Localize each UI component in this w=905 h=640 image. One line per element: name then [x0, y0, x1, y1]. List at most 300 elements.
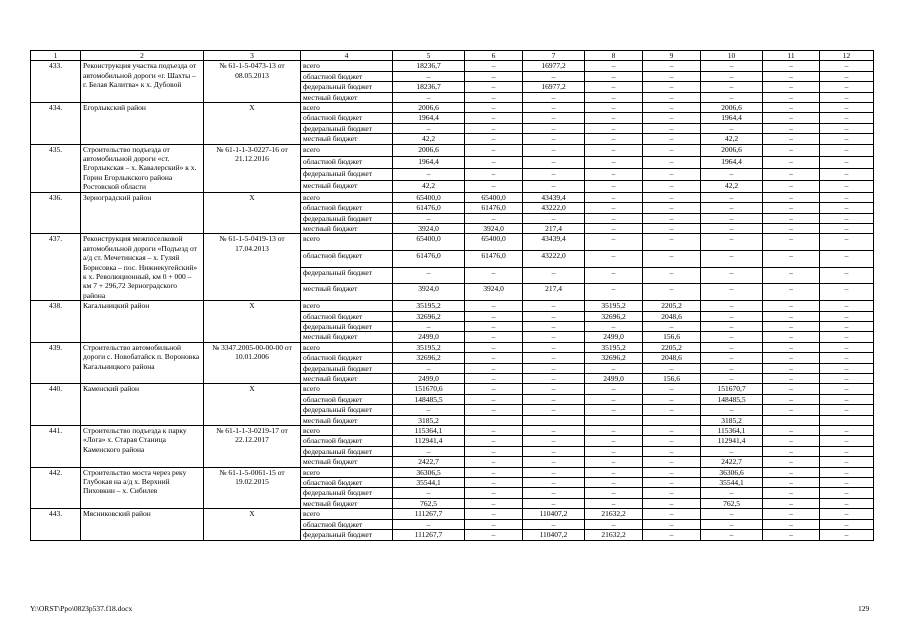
budget-value: 65400,0	[393, 192, 465, 202]
budget-value: –	[585, 92, 643, 102]
row-number: 436.	[31, 192, 81, 234]
budget-value: –	[701, 530, 763, 540]
budget-value: –	[465, 103, 523, 113]
budget-value: –	[820, 103, 874, 113]
budget-value: –	[393, 168, 465, 180]
budget-value: 112941,4	[701, 436, 763, 446]
budget-value: –	[701, 321, 763, 331]
budget-value: –	[701, 123, 763, 133]
budget-value	[820, 415, 874, 425]
budget-value: 43439,4	[523, 234, 585, 251]
budget-value: –	[701, 509, 763, 519]
budget-value: –	[585, 321, 643, 331]
budget-source: федеральный бюджет	[301, 267, 393, 284]
budget-value: –	[820, 134, 874, 144]
budget-value: –	[523, 92, 585, 102]
budget-value: –	[643, 144, 701, 156]
budget-source: областной бюджет	[301, 394, 393, 404]
budget-value: 1964,4	[701, 113, 763, 123]
budget-value: –	[701, 374, 763, 384]
budget-value: –	[643, 123, 701, 133]
budget-value: –	[585, 426, 643, 436]
budget-value: –	[643, 405, 701, 415]
budget-value: –	[763, 426, 820, 436]
object-name: Зерноградский район	[81, 192, 204, 234]
budget-value: –	[643, 203, 701, 213]
budget-source: федеральный бюджет	[301, 213, 393, 223]
budget-value: 35195,2	[393, 301, 465, 311]
object-name: Строительство подъезда к парку «Лога» х. Старая Станица Каменского района	[81, 426, 204, 468]
budget-value: –	[393, 71, 465, 81]
budget-value: 217,4	[523, 284, 585, 301]
budget-value: –	[523, 301, 585, 311]
budget-value: –	[763, 92, 820, 102]
budget-value: –	[820, 384, 874, 394]
budget-value: –	[701, 332, 763, 342]
budget-value: –	[643, 180, 701, 192]
budget-value: –	[820, 251, 874, 268]
budget-value: –	[585, 71, 643, 81]
budget-value: –	[763, 498, 820, 508]
budget-value: –	[465, 436, 523, 446]
row-number: 434.	[31, 103, 81, 145]
budget-value: –	[643, 234, 701, 251]
column-header: 9	[643, 51, 701, 61]
table-row	[31, 192, 874, 202]
budget-value: –	[585, 251, 643, 268]
budget-value: –	[763, 134, 820, 144]
budget-value: –	[820, 61, 874, 71]
budget-value: –	[523, 71, 585, 81]
budget-value: –	[701, 251, 763, 268]
budget-value: –	[465, 213, 523, 223]
document-number: Х	[204, 192, 301, 234]
budget-value: –	[465, 332, 523, 342]
budget-source: федеральный бюджет	[301, 123, 393, 133]
budget-value: –	[701, 353, 763, 363]
budget-value: 2006,6	[393, 144, 465, 156]
table-row	[31, 144, 874, 156]
budget-value: –	[763, 436, 820, 446]
budget-value: –	[523, 353, 585, 363]
budget-value: 61476,0	[393, 203, 465, 213]
budget-value: –	[585, 363, 643, 373]
budget-source: всего	[301, 467, 393, 477]
budget-value: –	[465, 467, 523, 477]
budget-source: областной бюджет	[301, 251, 393, 268]
budget-value: –	[393, 213, 465, 223]
budget-value: –	[643, 113, 701, 123]
budget-source: местный бюджет	[301, 415, 393, 425]
budget-value: –	[763, 267, 820, 284]
budget-value: –	[643, 519, 701, 529]
budget-value: –	[763, 353, 820, 363]
row-number: 442.	[31, 467, 81, 509]
budget-value: –	[523, 488, 585, 498]
budget-value: –	[523, 457, 585, 467]
budget-value: –	[820, 436, 874, 446]
budget-source: федеральный бюджет	[301, 530, 393, 540]
budget-value: 2422,7	[701, 457, 763, 467]
budget-value: –	[585, 519, 643, 529]
budget-value: –	[523, 405, 585, 415]
budget-value: –	[465, 311, 523, 321]
budget-value: –	[820, 180, 874, 192]
budget-value: 2499,0	[393, 374, 465, 384]
budget-value: –	[465, 446, 523, 456]
budget-value: –	[465, 144, 523, 156]
table-row	[31, 384, 874, 394]
budget-value: –	[820, 519, 874, 529]
budget-value: –	[820, 156, 874, 168]
budget-value: –	[763, 203, 820, 213]
budget-value: –	[465, 180, 523, 192]
budget-value: –	[763, 478, 820, 488]
document-number: Х	[204, 301, 301, 343]
budget-value: –	[585, 478, 643, 488]
budget-value: –	[820, 123, 874, 133]
budget-source: всего	[301, 426, 393, 436]
budget-value: –	[523, 519, 585, 529]
budget-value: –	[523, 311, 585, 321]
table-row	[31, 509, 874, 519]
budget-value: –	[465, 92, 523, 102]
budget-value: –	[393, 123, 465, 133]
budget-value: –	[585, 203, 643, 213]
budget-value: –	[585, 467, 643, 477]
budget-value: –	[820, 301, 874, 311]
page-number: 129	[858, 604, 870, 613]
budget-value: –	[585, 113, 643, 123]
budget-value	[643, 415, 701, 425]
budget-value: –	[763, 457, 820, 467]
budget-value: 3924,0	[465, 284, 523, 301]
budget-value: 1964,4	[393, 156, 465, 168]
budget-value: –	[820, 92, 874, 102]
budget-value: –	[585, 405, 643, 415]
document-number: № 61-1-5-0061-15 от 19.02.2015	[204, 467, 301, 509]
budget-value: –	[465, 519, 523, 529]
column-header: 4	[301, 51, 393, 61]
budget-value: –	[763, 509, 820, 519]
budget-value: –	[585, 103, 643, 113]
budget-value: –	[763, 213, 820, 223]
budget-value: 148485,5	[393, 394, 465, 404]
budget-value: –	[465, 82, 523, 92]
budget-value: –	[643, 488, 701, 498]
budget-value: –	[585, 384, 643, 394]
row-number: 441.	[31, 426, 81, 468]
budget-value: –	[465, 267, 523, 284]
budget-value: 21632,2	[585, 509, 643, 519]
table-row	[31, 61, 874, 71]
budget-value: –	[643, 251, 701, 268]
budget-value: 42,2	[393, 180, 465, 192]
budget-source: областной бюджет	[301, 478, 393, 488]
budget-value: –	[820, 82, 874, 92]
budget-value: –	[643, 394, 701, 404]
budget-value: –	[701, 267, 763, 284]
budget-value: –	[465, 134, 523, 144]
budget-value: 156,6	[643, 332, 701, 342]
document-number: № 3347.2005-00-00-00 от 10.01.2006	[204, 342, 301, 384]
budget-value: –	[523, 267, 585, 284]
budget-value: –	[465, 374, 523, 384]
budget-source: федеральный бюджет	[301, 488, 393, 498]
budget-source: областной бюджет	[301, 436, 393, 446]
budget-value: 2422,7	[393, 457, 465, 467]
budget-value: –	[585, 123, 643, 133]
budget-value: 42,2	[701, 180, 763, 192]
budget-value: –	[763, 363, 820, 373]
budget-value: 35195,2	[585, 342, 643, 352]
budget-value	[523, 415, 585, 425]
row-number: 433.	[31, 61, 81, 103]
budget-value: –	[585, 82, 643, 92]
budget-value: 61476,0	[465, 203, 523, 213]
object-name: Егорлыкский район	[81, 103, 204, 145]
budget-value: –	[465, 342, 523, 352]
budget-value: 16977,2	[523, 61, 585, 71]
table-body	[31, 51, 874, 541]
budget-value: –	[585, 223, 643, 233]
budget-value: –	[643, 223, 701, 233]
budget-value: –	[763, 519, 820, 529]
budget-value: –	[523, 321, 585, 331]
budget-value: –	[820, 203, 874, 213]
budget-value: –	[820, 478, 874, 488]
budget-value: –	[523, 144, 585, 156]
budget-value: –	[701, 92, 763, 102]
budget-value: –	[820, 332, 874, 342]
budget-value: 2048,6	[643, 353, 701, 363]
budget-value: –	[701, 488, 763, 498]
budget-value: –	[763, 71, 820, 81]
document-number: Х	[204, 384, 301, 426]
budget-value: –	[763, 144, 820, 156]
budget-value: –	[465, 123, 523, 133]
budget-source: федеральный бюджет	[301, 363, 393, 373]
column-header: 2	[81, 51, 204, 61]
budget-value: –	[523, 446, 585, 456]
budget-value: –	[585, 498, 643, 508]
row-number: 439.	[31, 342, 81, 384]
budget-value: –	[523, 342, 585, 352]
budget-value: –	[701, 203, 763, 213]
budget-value: –	[585, 284, 643, 301]
budget-value: –	[523, 384, 585, 394]
budget-value: 21632,2	[585, 530, 643, 540]
budget-value: 32696,2	[393, 353, 465, 363]
budget-value: –	[763, 301, 820, 311]
budget-value: –	[643, 321, 701, 331]
budget-value: –	[763, 374, 820, 384]
budget-value: 156,6	[643, 374, 701, 384]
budget-value: –	[585, 488, 643, 498]
budget-value: 18236,7	[393, 61, 465, 71]
budget-value: –	[465, 156, 523, 168]
budget-value: –	[393, 405, 465, 415]
budget-value: –	[643, 267, 701, 284]
budget-value: –	[465, 363, 523, 373]
budget-value: –	[465, 61, 523, 71]
budget-value: –	[523, 213, 585, 223]
budget-value: 3924,0	[393, 284, 465, 301]
budget-source: федеральный бюджет	[301, 321, 393, 331]
budget-value: –	[465, 426, 523, 436]
budget-value: –	[643, 192, 701, 202]
budget-value: 61476,0	[465, 251, 523, 268]
row-number: 438.	[31, 301, 81, 343]
budget-value: 151670,6	[393, 384, 465, 394]
budget-value: –	[465, 394, 523, 404]
budget-value: –	[701, 192, 763, 202]
budget-value: –	[643, 92, 701, 102]
budget-value: –	[701, 405, 763, 415]
budget-value: –	[820, 213, 874, 223]
budget-table	[30, 50, 874, 541]
budget-source: всего	[301, 301, 393, 311]
budget-value: –	[643, 71, 701, 81]
budget-value: –	[820, 374, 874, 384]
budget-value: 3924,0	[393, 223, 465, 233]
budget-value: –	[393, 446, 465, 456]
budget-source: всего	[301, 342, 393, 352]
budget-value: –	[820, 321, 874, 331]
object-name: Строительство моста через реку Глубокая на а/д х. Верхний Пиховкин – х. Сибилев	[81, 467, 204, 509]
budget-value: 111267,7	[393, 530, 465, 540]
budget-value: –	[701, 82, 763, 92]
budget-source: всего	[301, 192, 393, 202]
budget-value: 16977,2	[523, 82, 585, 92]
budget-value: –	[585, 213, 643, 223]
budget-value: –	[701, 223, 763, 233]
budget-value: –	[523, 134, 585, 144]
budget-value: –	[820, 509, 874, 519]
budget-source: федеральный бюджет	[301, 405, 393, 415]
document-number: № 61-1-5-0419-13 от 17.04.2013	[204, 234, 301, 301]
budget-value: –	[393, 488, 465, 498]
budget-value: –	[701, 311, 763, 321]
row-number: 435.	[31, 144, 81, 192]
budget-source: всего	[301, 384, 393, 394]
budget-value: –	[820, 446, 874, 456]
table-row	[31, 426, 874, 436]
budget-value: –	[643, 168, 701, 180]
budget-value: 2499,0	[585, 332, 643, 342]
budget-value: –	[643, 457, 701, 467]
budget-value: –	[585, 134, 643, 144]
budget-value: –	[523, 394, 585, 404]
document-number: № 61-1-1-3-0227-16 от 21.12.2016	[204, 144, 301, 192]
budget-value: –	[393, 321, 465, 331]
object-name: Реконструкция межпоселковой автомобильной дороги «Подъезд от а/д ст. Мечетинская – х. Гуляй Борисовка – пос. Нижнекугейский» к х. Революционный, км 0 + 000 – км 7 + 296,72 Зерноградского района	[81, 234, 204, 301]
table-row	[31, 234, 874, 251]
budget-value: –	[523, 103, 585, 113]
budget-value	[585, 415, 643, 425]
document-number: Х	[204, 103, 301, 145]
header-row	[31, 51, 874, 61]
budget-value: –	[701, 71, 763, 81]
budget-source: федеральный бюджет	[301, 82, 393, 92]
row-number: 437.	[31, 234, 81, 301]
budget-value: –	[820, 168, 874, 180]
object-name: Кагальницкий район	[81, 301, 204, 343]
row-number: 440.	[31, 384, 81, 426]
budget-value: –	[763, 467, 820, 477]
budget-value: –	[820, 426, 874, 436]
budget-value: 36306,5	[393, 467, 465, 477]
budget-value: –	[701, 342, 763, 352]
budget-value: –	[701, 168, 763, 180]
object-name: Строительство автомобильной дороги с. Новобатайск п. Вороновка Кагальницкого района	[81, 342, 204, 384]
budget-value	[465, 415, 523, 425]
budget-source: местный бюджет	[301, 180, 393, 192]
budget-source: областной бюджет	[301, 113, 393, 123]
budget-value: –	[763, 251, 820, 268]
budget-value: –	[763, 384, 820, 394]
budget-value: –	[393, 519, 465, 529]
column-header: 3	[204, 51, 301, 61]
budget-value: 65400,0	[393, 234, 465, 251]
column-header: 7	[523, 51, 585, 61]
budget-source: федеральный бюджет	[301, 168, 393, 180]
budget-value: –	[465, 405, 523, 415]
budget-value: 110407,2	[523, 509, 585, 519]
budget-value: 2006,6	[701, 103, 763, 113]
budget-value	[763, 415, 820, 425]
document-number: Х	[204, 509, 301, 540]
budget-value: 32696,2	[585, 311, 643, 321]
budget-value: –	[701, 363, 763, 373]
document-number: № 61-1-1-3-0219-17 от 22.12.2017	[204, 426, 301, 468]
budget-value: 2048,6	[643, 311, 701, 321]
budget-value: –	[465, 353, 523, 363]
budget-value: –	[643, 284, 701, 301]
budget-value: 36306,6	[701, 467, 763, 477]
budget-value: –	[523, 467, 585, 477]
budget-value: 217,4	[523, 223, 585, 233]
budget-value: –	[585, 234, 643, 251]
budget-value: –	[763, 332, 820, 342]
budget-value: –	[523, 374, 585, 384]
column-header: 12	[820, 51, 874, 61]
object-name: Мясниковский район	[81, 509, 204, 540]
budget-value: –	[643, 436, 701, 446]
budget-value: –	[701, 61, 763, 71]
budget-value: 18236,7	[393, 82, 465, 92]
budget-value: 115364,1	[701, 426, 763, 436]
budget-value: 3185,2	[393, 415, 465, 425]
budget-value: –	[820, 71, 874, 81]
budget-value: –	[585, 394, 643, 404]
budget-value: –	[820, 192, 874, 202]
budget-value: –	[701, 519, 763, 529]
table-row	[31, 467, 874, 477]
budget-value: 3185,2	[701, 415, 763, 425]
budget-value: –	[585, 168, 643, 180]
budget-value: –	[585, 61, 643, 71]
budget-source: всего	[301, 61, 393, 71]
budget-value: –	[465, 113, 523, 123]
budget-value: –	[763, 234, 820, 251]
budget-value: –	[763, 168, 820, 180]
budget-source: местный бюджет	[301, 223, 393, 233]
budget-value: 110407,2	[523, 530, 585, 540]
budget-value: 35195,2	[585, 301, 643, 311]
budget-value: –	[585, 446, 643, 456]
budget-value: –	[523, 113, 585, 123]
